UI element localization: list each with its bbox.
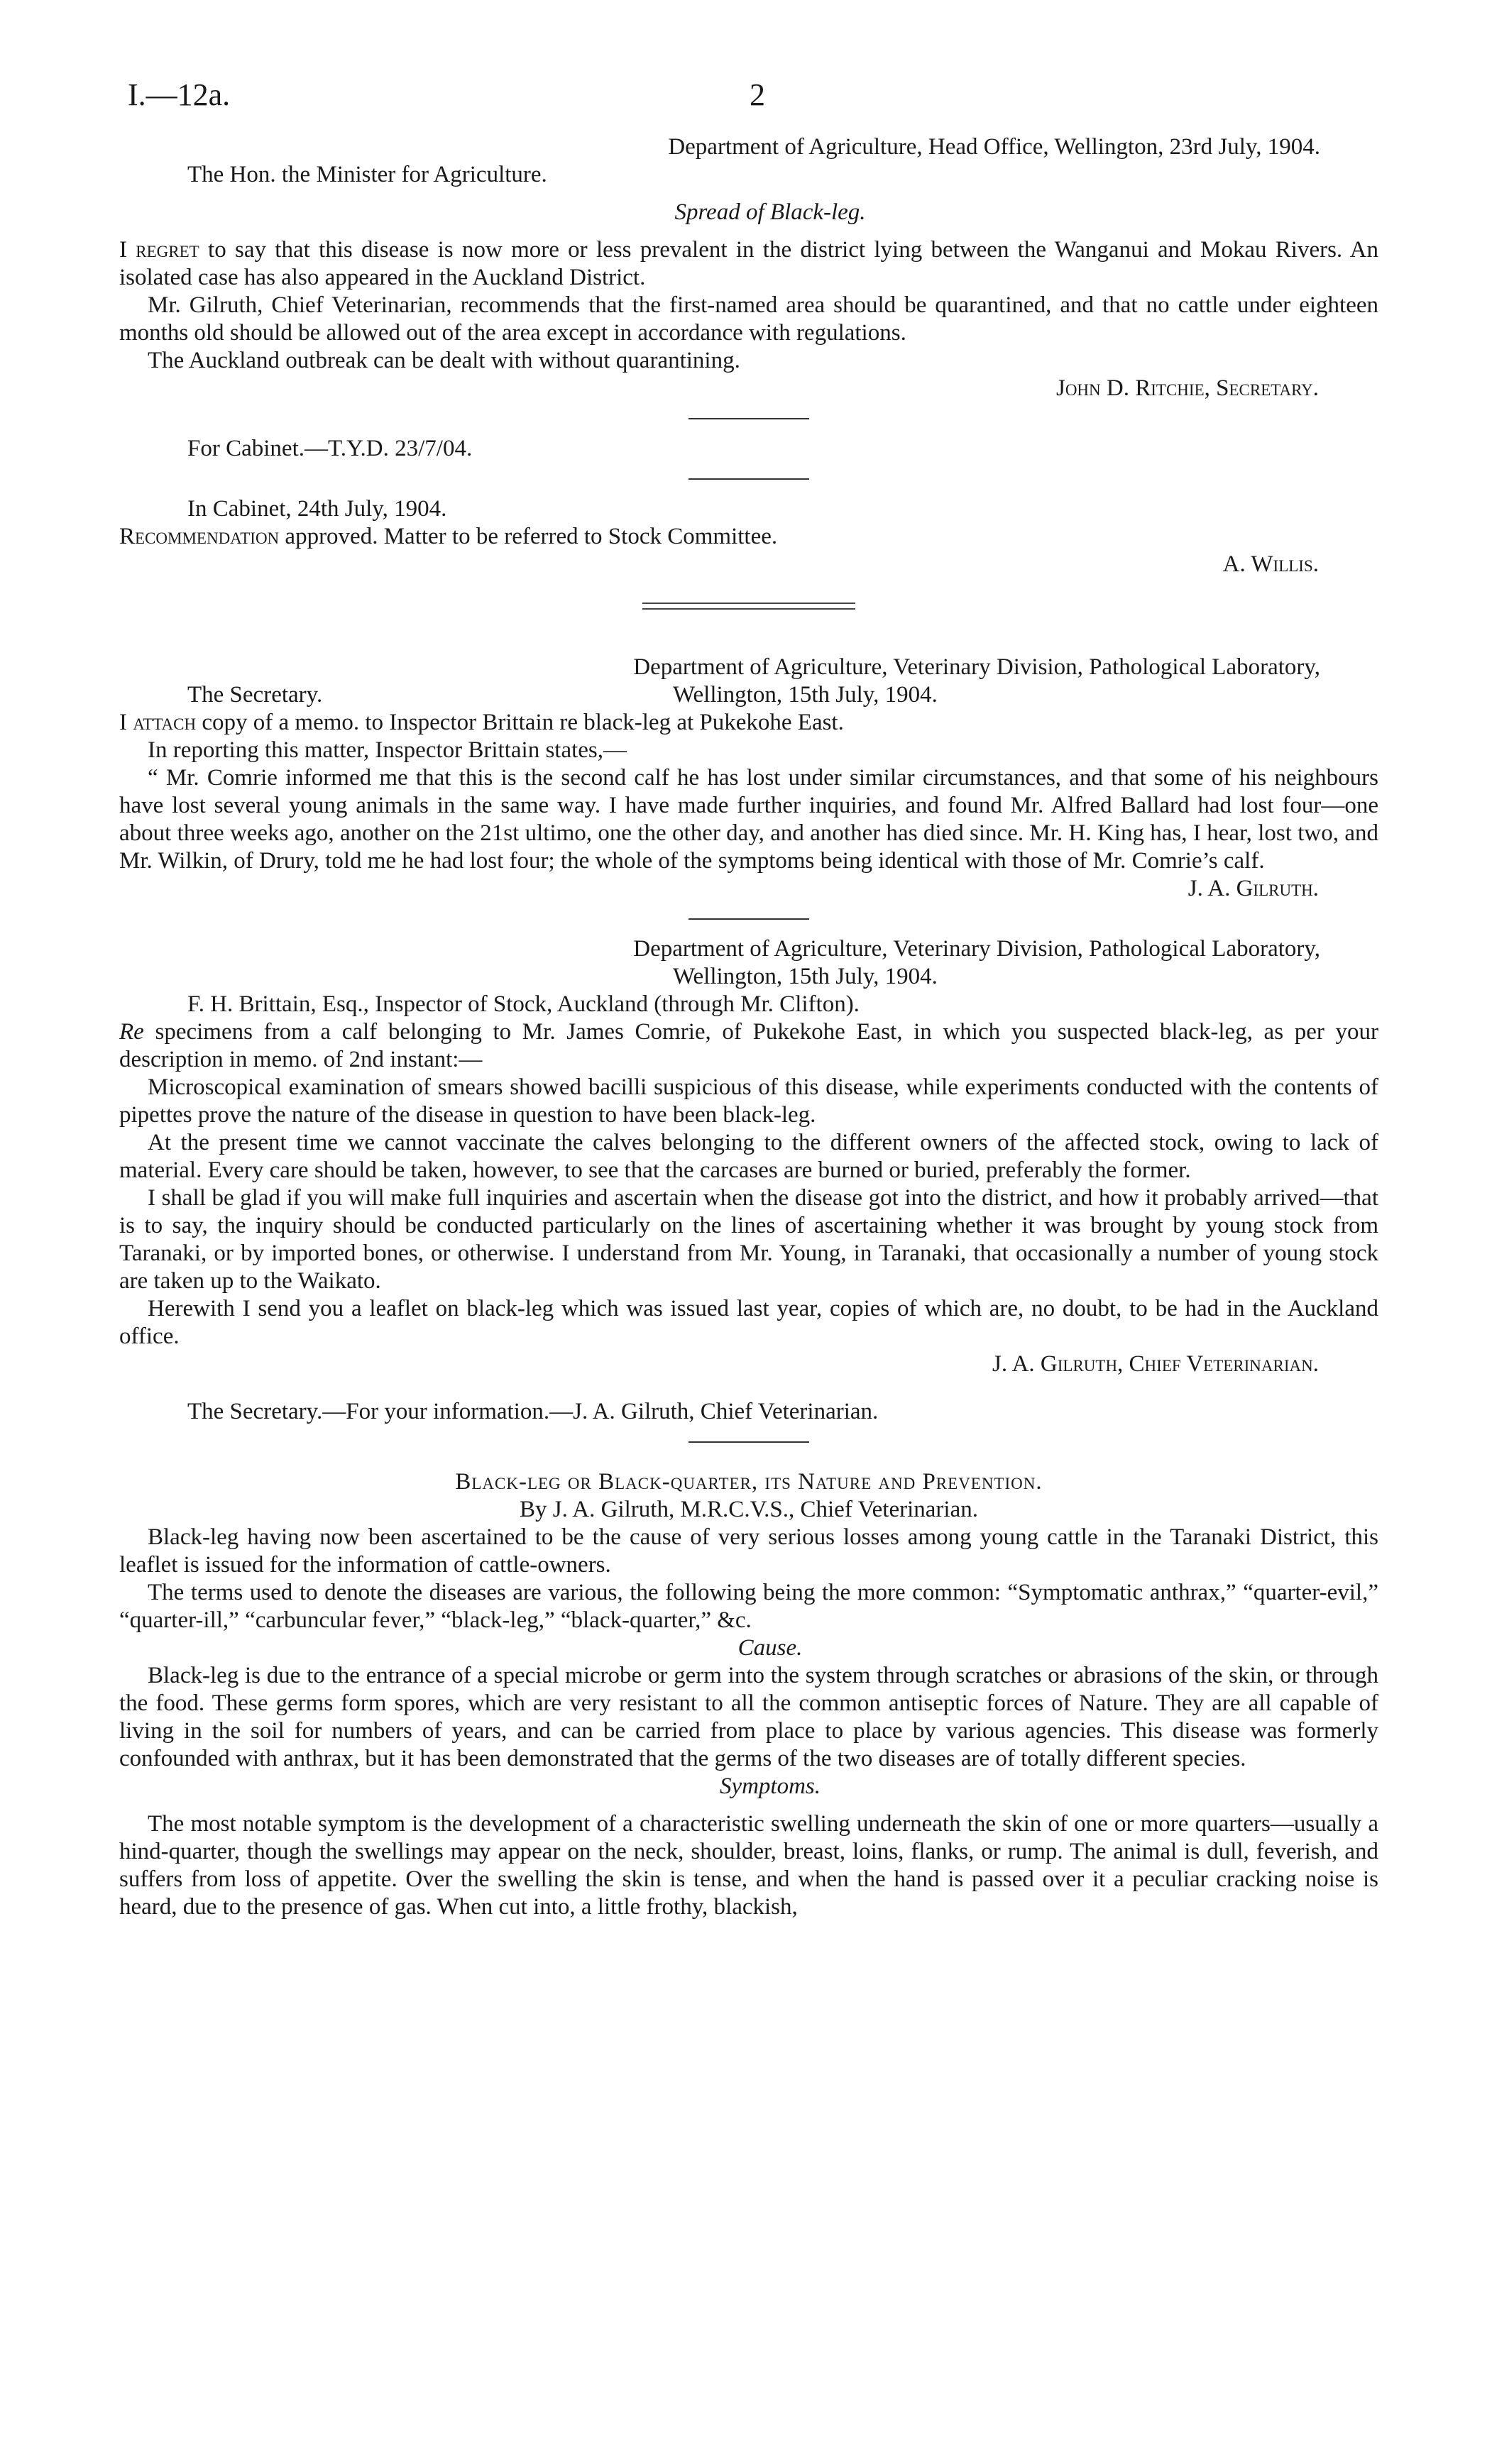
memo1-paragraph-1: I regret to say that this disease is now more or less prevalent in the district lying between the Wanganui and Mokau Rivers. An isolated case has also appeared in the Auckland District.	[119, 237, 1378, 290]
memo1-signature: John D. Ritchie, Secretary.	[1055, 375, 1319, 401]
parliamentary-paper-ref: I.—12a.	[128, 77, 231, 112]
memo1-in-cabinet: In Cabinet, 24th July, 1904.	[187, 496, 447, 522]
leaflet-symptoms-heading: Symptoms.	[719, 1773, 821, 1799]
memo2-dept-line: Department of Agriculture, Veterinary Division, Pathological Laboratory,	[633, 654, 1320, 680]
memo3-paragraph-1: Re specimens from a calf belonging to Mr. James Comrie, of Pukekohe East, in which you suspected black-leg, as per your description in memo. of 2nd instant:—	[119, 1019, 1378, 1072]
black-leg-leaflet	[119, 1468, 1378, 1921]
memo2-addressee: The Secretary.	[187, 682, 323, 708]
memo2-paragraph-1: I attach copy of a memo. to Inspector Brittain re black-leg at Pukekohe East.	[119, 710, 844, 735]
memo-spread-of-black-leg	[119, 133, 1378, 578]
memo-pukekohe-report	[119, 654, 1378, 903]
memo3-paragraph-5: Herewith I send you a leaflet on black-leg which was issued last year, copies of which are, no doubt, to be had in the Auckland office.	[119, 1296, 1378, 1349]
divider	[689, 918, 809, 920]
leaflet-cause-text: Black-leg is due to the entrance of a special microbe or germ into the system through scratches or abrasions of the skin, or through the food. These germs form spores, which are very resistant to all the common antiseptic forces of Nature. They are all capable of living in the soil for numbers of years, and can be carried from place to place by various agencies. This disease was formerly confounded with anthrax, but it has been demonstrated that the germs of the two diseases are of totally different species.	[119, 1663, 1378, 1771]
leaflet-byline: By J. A. Gilruth, M.R.C.V.S., Chief Veterinarian.	[520, 1497, 978, 1522]
memo1-dept-line: Department of Agriculture, Head Office, Wellington, 23rd July, 1904.	[668, 134, 1320, 160]
memo3-place-date: Wellington, 15th July, 1904.	[673, 964, 938, 989]
memo2-quote: “ Mr. Comrie informed me that this is the second calf he has lost under similar circumstances, and that some of his neighbours have lost several young animals in the same way. I have made further inquiries, and found Mr. Alfred Ballard had lost four—one about three weeks ago, another on the 21st ultimo, one the other day, and another has died since. Mr. H. King has, I hear, lost two, and Mr. Wilkin, of Drury, told me he had lost four; the whole of the symptoms being identical with those of Mr. Comrie’s calf.	[119, 765, 1378, 874]
memo1-lead-caps: I regret	[119, 237, 199, 263]
leaflet-cause-heading: Cause.	[737, 1635, 803, 1661]
leaflet-symptoms-text: The most notable symptom is the development of a characteristic swelling underneath the skin of one or more quarters—usually a hind-quarter, though the swellings may appear on the neck, shoulder, breast, loins, flanks, or rump. The animal is dull, feverish, and suffers from loss of appetite. Over the swelling the skin is tense, and when the hand is passed over it a peculiar cracking noise is heard, due to the presence of gas. When cut into, a little frothy, blackish,	[119, 1811, 1378, 1920]
memo3-paragraph-3: At the present time we cannot vaccinate the calves belonging to the different owners of the affected stock, owing to lack of material. Every care should be taken, however, to see that the carcases are burned or buried, preferably the former.	[119, 1130, 1378, 1183]
memo1-paragraph-2: Mr. Gilruth, Chief Veterinarian, recommends that the first-named area should be quarantined, and that no cattle under eighteen months old should be allowed out of the area except in accordance with regulations.	[119, 292, 1378, 346]
memo1-recommendation: Recommendation approved. Matter to be referred to Stock Committee.	[119, 524, 778, 549]
memo2-address-row	[119, 681, 1378, 709]
memo1-addressee: The Hon. the Minister for Agriculture.	[187, 162, 547, 187]
memo3-paragraph-2: Microscopical examination of smears showed bacilli suspicious of this disease, while experiments conducted with the contents of pipettes prove the nature of the disease in question to have been black-leg.	[119, 1074, 1378, 1128]
divider	[689, 478, 809, 480]
memo1-paragraph-3: The Auckland outbreak can be dealt with without quarantining.	[148, 348, 740, 373]
page-number: 2	[750, 77, 765, 112]
memo2-place-date: Wellington, 15th July, 1904.	[673, 682, 938, 708]
memo3-dept-line: Department of Agriculture, Veterinary Division, Pathological Laboratory,	[633, 936, 1320, 962]
page-header	[119, 77, 1378, 133]
section-divider-double	[642, 603, 855, 610]
memo3-addressee: F. H. Brittain, Esq., Inspector of Stock, Auckland (through Mr. Clifton).	[187, 991, 860, 1017]
memo3-forward-note: The Secretary.—For your information.—J. A. Gilruth, Chief Veterinarian.	[187, 1399, 879, 1424]
memo1-heading: Spread of Black-leg.	[674, 199, 866, 225]
memo2-signature: J. A. Gilruth.	[1187, 876, 1319, 901]
leaflet-paragraph-2: The terms used to denote the diseases are various, the following being the more common: “Symptomatic anthrax,” “quarter-evil,” “quarter-ill,” “carbuncular fever,” “black-leg,” “black-quarter,” &c.	[119, 1580, 1378, 1633]
memo-brittain-letter	[119, 935, 1378, 1426]
leaflet-paragraph-1: Black-leg having now been ascertained to be the cause of very serious losses among young cattle in the Taranaki District, this leaflet is issued for the information of cattle-owners.	[119, 1524, 1378, 1578]
memo3-paragraph-4: I shall be glad if you will make full inquiries and ascertain when the disease got into the district, and how it probably arrived—that is to say, the inquiry should be conducted particularly on the lines of ascertaining whether it was brought by young stock from Taranaki, or by imported bones, or otherwise. I understand from Mr. Young, in Taranaki, that occasionally a number of young stock are taken up to the Waikato.	[119, 1185, 1378, 1294]
memo1-signature-2: A. Willis.	[1222, 551, 1319, 577]
leaflet-title: Black-leg or Black-quarter, its Nature and Prevention.	[455, 1469, 1043, 1495]
memo2-paragraph-2: In reporting this matter, Inspector Brittain states,—	[148, 737, 627, 763]
divider	[689, 1441, 809, 1443]
divider	[689, 418, 809, 419]
memo3-signature: J. A. Gilruth, Chief Veterinarian.	[992, 1351, 1319, 1377]
memo1-cabinet-note: For Cabinet.—T.Y.D. 23/7/04.	[187, 436, 473, 461]
